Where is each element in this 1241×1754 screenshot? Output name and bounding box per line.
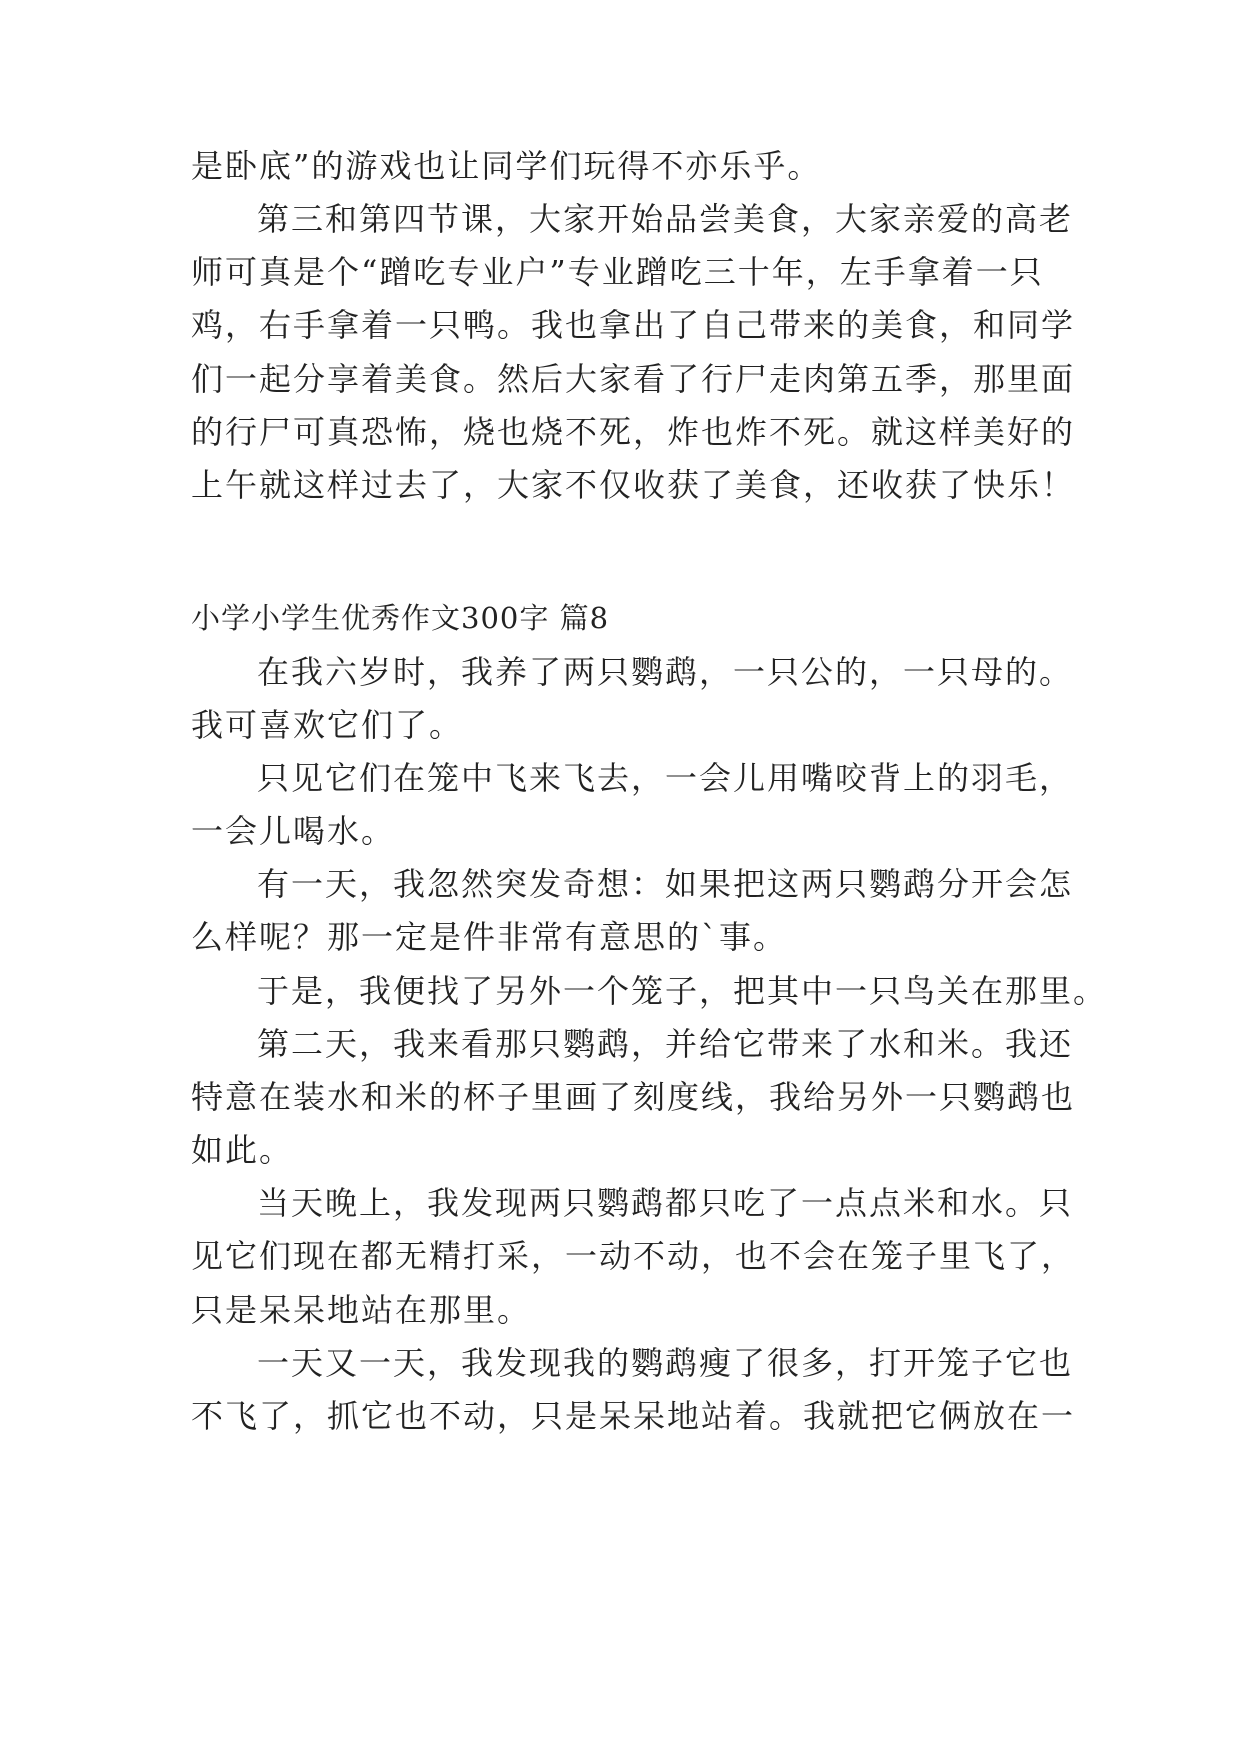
paragraph-start-line: 第三和第四节课，大家开始品尝美食，大家亲爱的高老 xyxy=(257,200,1074,238)
text-line: 一会儿喝水。 xyxy=(191,812,396,850)
text-line: 上午就这样过去了，大家不仅收获了美食，还收获了快乐！ xyxy=(191,466,1076,504)
text-line: 们一起分享着美食。然后大家看了行尸走肉第五季，那里面 xyxy=(191,360,1076,398)
text-line: 是卧底”的游戏也让同学们玩得不亦乐乎。 xyxy=(191,147,822,185)
text-line: 么样呢？那一定是件非常有意思的`事。 xyxy=(191,918,788,956)
text-line: 如此。 xyxy=(191,1131,294,1169)
text-line: 见它们现在都无精打采，一动不动，也不会在笼子里飞了， xyxy=(191,1237,1076,1275)
text-line: 只是呆呆地站在那里。 xyxy=(191,1291,532,1329)
paragraph-start-line: 第二天，我来看那只鹦鹉，并给它带来了水和米。我还 xyxy=(257,1025,1074,1063)
paragraph-start-line: 有一天，我忽然突发奇想：如果把这两只鹦鹉分开会怎 xyxy=(257,865,1074,903)
section-heading: 小学小学生优秀作文300字 篇8 xyxy=(191,601,610,635)
text-line: 的行尸可真恐怖，烧也烧不死，炸也炸不死。就这样美好的 xyxy=(191,413,1076,451)
text-line: 特意在装水和米的杯子里画了刻度线，我给另外一只鹦鹉也 xyxy=(191,1078,1076,1116)
paragraph-start-line: 在我六岁时，我养了两只鹦鹉，一只公的，一只母的。 xyxy=(257,653,1074,691)
paragraph-start-line: 于是，我便找了另外一个笼子，把其中一只鸟关在那里。 xyxy=(257,972,1108,1010)
text-line: 师可真是个“蹭吃专业户”专业蹭吃三十年，左手拿着一只 xyxy=(191,253,1044,291)
text-line: 不飞了，抓它也不动，只是呆呆地站着。我就把它俩放在一 xyxy=(191,1397,1076,1435)
paragraph-start-line: 一天又一天，我发现我的鹦鹉瘦了很多，打开笼子它也 xyxy=(257,1344,1074,1382)
paragraph-start-line: 只见它们在笼中飞来飞去，一会儿用嘴咬背上的羽毛， xyxy=(257,759,1074,797)
paragraph-start-line: 当天晚上，我发现两只鹦鹉都只吃了一点点米和水。只 xyxy=(257,1184,1074,1222)
text-line: 我可喜欢它们了。 xyxy=(191,706,464,744)
text-line: 鸡，右手拿着一只鸭。我也拿出了自己带来的美食，和同学 xyxy=(191,306,1076,344)
